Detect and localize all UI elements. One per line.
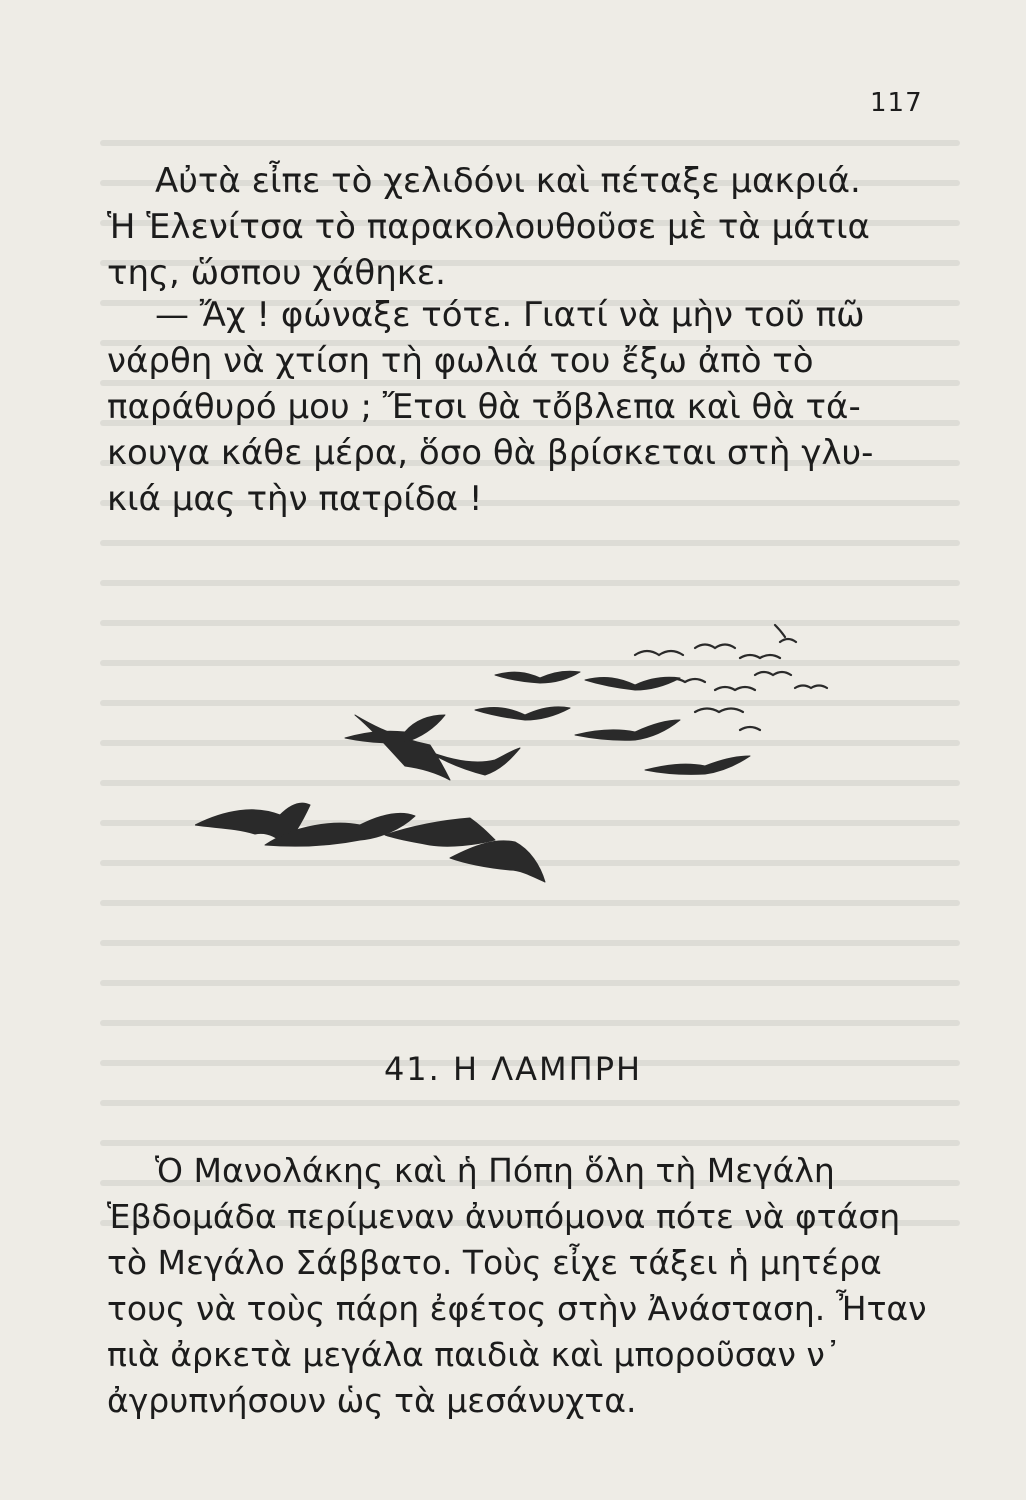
bird-icon — [475, 707, 570, 720]
text-line: νάρθη νὰ χτίση τὴ φωλιά του ἔξω ἀπὸ τὸ — [107, 341, 814, 381]
bird-icon — [715, 687, 755, 690]
text-line: Ἑβδομάδα περίμεναν ἀνυπόμονα πότε νὰ φτάση — [107, 1197, 901, 1236]
text-line: παράθυρό μου ; Ἔτσι θὰ τὄβλεπα καὶ θὰ τά- — [107, 387, 861, 427]
text-line: τους νὰ τοὺς πάρη ἐφέτος στὴν Ἀνάσταση. Ἦταν — [107, 1289, 927, 1328]
bird-icon — [780, 639, 796, 642]
page-number: 117 — [870, 88, 923, 118]
text-line: ἀγρυπνήσουν ὡς τὰ μεσάνυχτα. — [107, 1381, 637, 1420]
bird-icon — [495, 671, 580, 683]
bird-icon — [645, 756, 750, 774]
text-line: κουγα κάθε μέρα, ὅσο θὰ βρίσκεται στὴ γλυ- — [107, 433, 874, 473]
text-line: — Ἄχ ! φώναξε τότε. Γιατί νὰ μὴν τοῦ πῶ — [155, 295, 865, 335]
text-line: κιά μας τὴν πατρίδα ! — [107, 479, 483, 519]
paragraph-swallow-departure — [107, 158, 937, 296]
bird-icon — [585, 677, 680, 690]
bird-icon — [575, 720, 680, 740]
bird-icon — [775, 625, 785, 637]
paragraph-elenitsa-exclaims — [107, 292, 937, 522]
text-line: Ὁ Μανολάκης καὶ ἡ Πόπη ὅλη τὴ Μεγάλη — [155, 1151, 835, 1190]
bird-icon — [755, 672, 791, 675]
text-line: πιὰ ἀρκετὰ μεγάλα παιδιὰ καὶ μποροῦσαν ν᾽ — [107, 1335, 842, 1374]
bird-icon — [695, 645, 735, 649]
text-line: Ἡ Ἑλενίτσα τὸ παρακολουθοῦσε μὲ τὰ μάτια — [107, 207, 870, 247]
text-line: τὸ Μεγάλο Σάββατο. Τοὺς εἶχε τάξει ἡ μητέρα — [107, 1243, 882, 1282]
bird-icon — [635, 651, 683, 655]
bird-icon — [740, 655, 780, 658]
bird-icon — [740, 727, 760, 730]
text-line: της, ὥσπου χάθηκε. — [107, 253, 446, 293]
bird-icon — [450, 841, 545, 882]
chapter-heading: 41. Η ΛΑΜΠΡΗ — [383, 1050, 643, 1088]
bird-icon — [695, 709, 743, 713]
bird-icon — [795, 686, 827, 689]
paragraph-easter-story — [107, 1148, 937, 1424]
text-line: Αὐτὰ εἶπε τὸ χελιδόνι καὶ πέταξε μακριά. — [155, 161, 861, 201]
flock-of-birds-icon — [195, 620, 875, 900]
